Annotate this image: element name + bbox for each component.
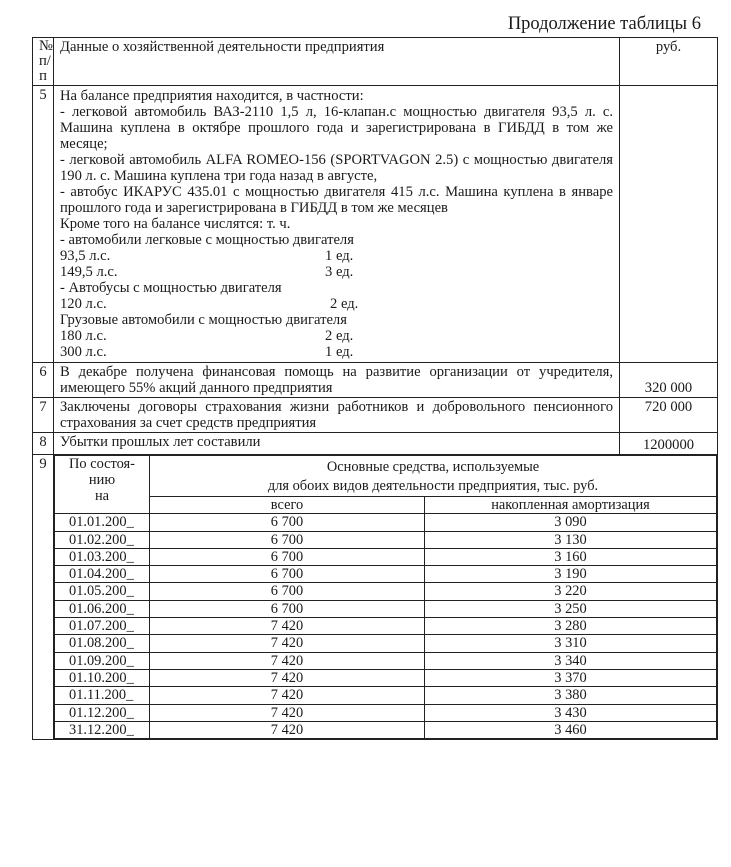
inner-header-row — [55, 456, 717, 497]
paragraph: - легковой автомобиль ALFA ROMEO-156 (SPORTVAGON 2.5) с мощностью двигателя 190 л. с. Машина куплена три года назад в августе, — [60, 152, 613, 184]
total-cell: 6 700 — [150, 583, 425, 600]
amortization-cell: 3 160 — [425, 548, 717, 565]
paragraph: Кроме того на балансе числятся: т. ч. — [60, 216, 291, 232]
table-row — [55, 635, 717, 652]
engine-power: 300 л.с. — [60, 344, 107, 360]
table-row — [55, 548, 717, 565]
table-row — [55, 514, 717, 531]
date-cell: 01.02.200_ — [55, 531, 150, 548]
total-cell: 7 420 — [150, 635, 425, 652]
engine-power: 149,5 л.с. — [60, 264, 118, 280]
amortization-cell: 3 460 — [425, 721, 717, 738]
amortization-cell: 3 250 — [425, 600, 717, 617]
row-content — [54, 398, 620, 433]
row-amount: 1200000 — [620, 433, 718, 455]
date-cell: 31.12.200_ — [55, 721, 150, 738]
fixed-assets-cell — [54, 455, 718, 740]
amortization-cell: 3 090 — [425, 514, 717, 531]
date-cell: 01.07.200_ — [55, 618, 150, 635]
date-cell: 01.04.200_ — [55, 566, 150, 583]
amortization-cell: 3 370 — [425, 669, 717, 686]
vehicle-line — [60, 248, 613, 264]
date-cell: 01.10.200_ — [55, 669, 150, 686]
date-cell: 01.09.200_ — [55, 652, 150, 669]
amortization-cell: 3 190 — [425, 566, 717, 583]
total-cell: 6 700 — [150, 514, 425, 531]
date-cell: 01.01.200_ — [55, 514, 150, 531]
amortization-cell: 3 380 — [425, 687, 717, 704]
header-description: Данные о хозяйственной деятельности предприятия — [54, 38, 620, 86]
total-cell: 6 700 — [150, 548, 425, 565]
header-num: № п/п — [33, 38, 54, 86]
total-cell: 7 420 — [150, 669, 425, 686]
table-row — [55, 600, 717, 617]
vehicle-line — [60, 328, 613, 344]
header-fixed-assets: Основные средства, используемые для обоих видов деятельности предприятия, тыс. руб. — [150, 456, 717, 497]
paragraph: - легковой автомобиль ВАЗ-2110 1,5 л, 16-клапан.с мощностью двигателя 93,5 л. с. Машина куплена в октябре прошлого года и зарегистрирована в ГИБДД в том же месяце; — [60, 104, 613, 152]
vehicle-count: 2 ед. — [330, 296, 359, 312]
vehicle-line — [60, 344, 613, 360]
date-cell: 01.03.200_ — [55, 548, 150, 565]
table-row — [55, 566, 717, 583]
table-row — [55, 531, 717, 548]
amortization-cell: 3 280 — [425, 618, 717, 635]
continuation-title: Продолжение таблицы 6 — [507, 14, 701, 34]
row-content — [54, 86, 620, 363]
vehicle-count: 1 ед. — [325, 344, 354, 360]
paragraph: - автомобили легковые с мощностью двигателя — [60, 232, 354, 248]
row-number: 5 — [33, 86, 54, 363]
row-amount: 720 000 — [620, 398, 718, 433]
table-row-5 — [33, 86, 718, 363]
table-row-6 — [33, 363, 718, 398]
inner-subheader-row — [55, 497, 717, 514]
date-cell: 01.08.200_ — [55, 635, 150, 652]
row-content: Убытки прошлых лет составили — [54, 433, 620, 455]
row-text: В декабре получена финансовая помощь на развитие организации от учредителя, имеющего 55% акций данного предприятия — [60, 364, 613, 396]
table-row — [55, 583, 717, 600]
table-row — [55, 618, 717, 635]
row-amount: 320 000 — [620, 363, 718, 398]
buses-label: - Автобусы с мощностью двигателя — [60, 280, 282, 296]
total-cell: 7 420 — [150, 704, 425, 721]
vehicle-count: 3 ед. — [325, 264, 354, 280]
row-number: 6 — [33, 363, 54, 398]
engine-power: 180 л.с. — [60, 328, 107, 344]
enterprise-data-table — [32, 37, 718, 740]
row-number: 7 — [33, 398, 54, 433]
total-cell: 7 420 — [150, 652, 425, 669]
engine-power: 93,5 л.с. — [60, 248, 111, 264]
date-cell: 01.12.200_ — [55, 704, 150, 721]
total-cell: 7 420 — [150, 721, 425, 738]
amortization-cell: 3 220 — [425, 583, 717, 600]
total-cell: 7 420 — [150, 618, 425, 635]
date-cell: 01.11.200_ — [55, 687, 150, 704]
total-cell: 6 700 — [150, 566, 425, 583]
table-row-7 — [33, 398, 718, 433]
engine-power: 120 л.с. — [60, 296, 107, 312]
amortization-cell: 3 130 — [425, 531, 717, 548]
header-amortization: накопленная амортизация — [425, 497, 717, 514]
vehicle-line — [60, 264, 613, 280]
amortization-cell: 3 340 — [425, 652, 717, 669]
total-cell: 6 700 — [150, 531, 425, 548]
paragraph: - автобус ИКАРУС 435.01 с мощностью двигателя 415 л.с. Машина куплена в январе прошлого года и зарегистрирована в ГИБДД в том же месяцев — [60, 184, 613, 216]
amortization-cell: 3 430 — [425, 704, 717, 721]
vehicle-line — [60, 296, 613, 312]
vehicle-count: 2 ед. — [325, 328, 354, 344]
row-amount — [620, 86, 718, 363]
date-cell: 01.05.200_ — [55, 583, 150, 600]
table-row — [55, 704, 717, 721]
row-number: 8 — [33, 433, 54, 455]
vehicle-count: 1 ед. — [325, 248, 354, 264]
header-unit: руб. — [620, 38, 718, 86]
trucks-label: Грузовые автомобили с мощностью двигателя — [60, 312, 347, 328]
row-text: Заключены договоры страхования жизни работников и добровольного пенсионного страхования за счет средств предприятия — [60, 399, 613, 431]
table-header-row — [33, 38, 718, 86]
table-row — [55, 721, 717, 738]
row-content — [54, 363, 620, 398]
table-row — [55, 687, 717, 704]
paragraph: На балансе предприятия находится, в частности: — [60, 88, 364, 104]
total-cell: 7 420 — [150, 687, 425, 704]
amortization-cell: 3 310 — [425, 635, 717, 652]
total-cell: 6 700 — [150, 600, 425, 617]
fixed-assets-table — [54, 455, 717, 739]
table-row-9 — [33, 455, 718, 740]
header-total: всего — [150, 497, 425, 514]
header-date: По состоя- нию на — [55, 456, 150, 514]
table-row — [55, 652, 717, 669]
table-row — [55, 669, 717, 686]
row-number: 9 — [33, 455, 54, 740]
date-cell: 01.06.200_ — [55, 600, 150, 617]
table-row-8 — [33, 433, 718, 455]
